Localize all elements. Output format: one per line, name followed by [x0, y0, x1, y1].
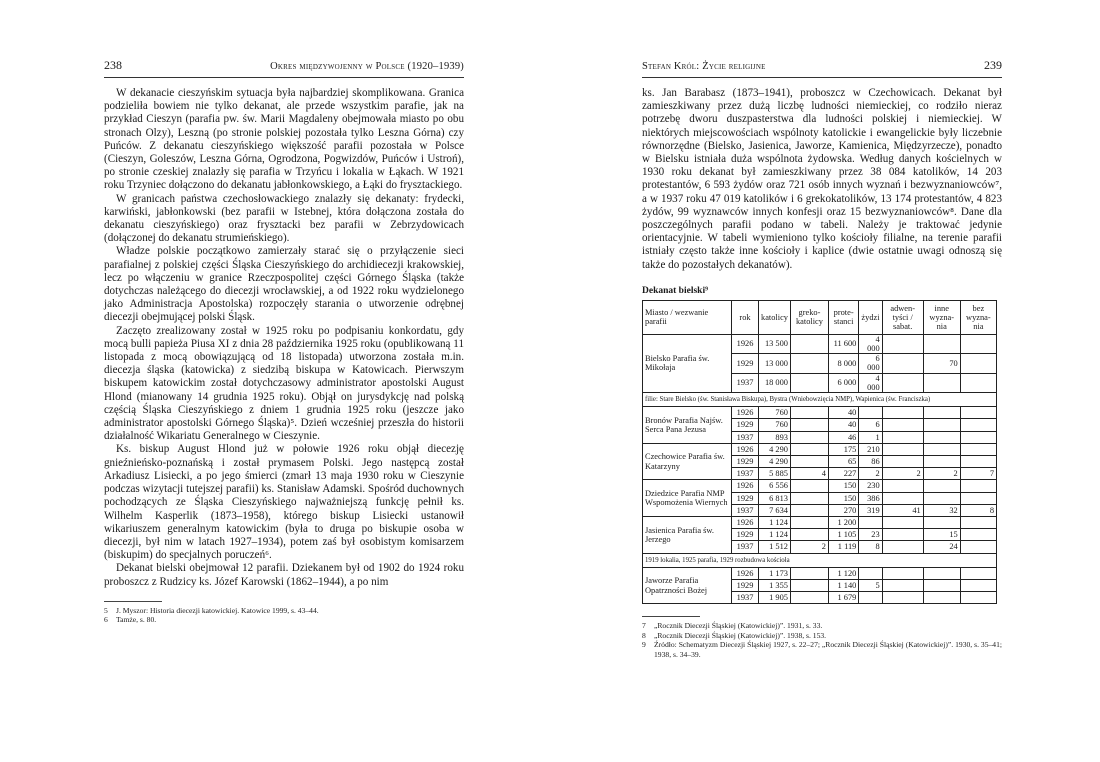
year-cell: 1926: [732, 516, 759, 528]
value-cell: [923, 579, 960, 591]
value-cell: 4 290: [759, 443, 791, 455]
footnote-rule: [104, 601, 162, 602]
value-cell: 15: [923, 529, 960, 541]
value-cell: [882, 456, 923, 468]
footnote-text: „Rocznik Diecezji Śląskiej (Katowickiej)”. 1938, s. 153.: [654, 630, 827, 640]
table-row: [643, 567, 997, 579]
value-cell: 1 355: [759, 579, 791, 591]
value-cell: [923, 419, 960, 431]
value-cell: 2: [790, 541, 828, 553]
value-cell: [960, 354, 996, 373]
value-cell: 1 124: [759, 516, 791, 528]
year-cell: 1926: [732, 567, 759, 579]
paragraph: Dekanat bielski obejmował 12 parafii. Dziekanem był od 1902 do 1924 roku proboszcz z Rudzicy ks. Józef Karowski (1862–1944), a po nim: [104, 562, 464, 588]
value-cell: 150: [828, 492, 858, 504]
value-cell: 7: [960, 468, 996, 480]
footnote-number: 9: [642, 640, 646, 650]
value-cell: [923, 480, 960, 492]
year-cell: 1937: [732, 373, 759, 392]
body-text: [104, 87, 464, 589]
value-cell: [790, 492, 828, 504]
value-cell: 386: [859, 492, 882, 504]
footnote: [642, 631, 1002, 640]
value-cell: 13 000: [759, 354, 791, 373]
footnotes: [104, 606, 464, 625]
value-cell: [960, 541, 996, 553]
value-cell: 760: [759, 407, 791, 419]
value-cell: [882, 354, 923, 373]
value-cell: 230: [859, 480, 882, 492]
value-cell: [790, 431, 828, 443]
value-cell: 41: [882, 504, 923, 516]
running-title: Stefan Król: Życie religijne: [642, 61, 766, 72]
year-cell: 1926: [732, 334, 759, 353]
column-header: Miasto / wezwanie parafii: [643, 300, 732, 334]
value-cell: [882, 541, 923, 553]
value-cell: [790, 480, 828, 492]
value-cell: [960, 592, 996, 604]
parish-cell: Jasienica Parafia św. Jerzego: [643, 516, 732, 553]
left-page: [104, 58, 464, 625]
value-cell: [882, 443, 923, 455]
value-cell: [960, 443, 996, 455]
column-header: bez wyzna-nia: [960, 300, 996, 334]
value-cell: 270: [828, 504, 858, 516]
table-title: Dekanat bielski⁹: [642, 285, 708, 296]
value-cell: 893: [759, 431, 791, 443]
value-cell: 40: [828, 407, 858, 419]
year-cell: 1926: [732, 407, 759, 419]
paragraph: W granicach państwa czechosłowackiego znalazły się dekanaty: frydecki, karwiński, jabłonkowski (bez parafii w Istebnej, która dołączona została do dekanatu cieszyńskiego) oraz frysztacki bez parafii w Zebrzydowicach (dołączonej do dekanatu strumieńskiego).: [104, 192, 464, 245]
value-cell: 11 600: [828, 334, 858, 353]
column-header: rok: [732, 300, 759, 334]
value-cell: 1 124: [759, 529, 791, 541]
value-cell: 6 556: [759, 480, 791, 492]
value-cell: [790, 354, 828, 373]
value-cell: [859, 567, 882, 579]
value-cell: 18 000: [759, 373, 791, 392]
footnote-rule: [642, 616, 700, 617]
value-cell: 23: [859, 529, 882, 541]
footnote: [104, 606, 464, 615]
value-cell: [923, 516, 960, 528]
value-cell: 1 512: [759, 541, 791, 553]
paragraph: Ks. biskup August Hlond już w połowie 1926 roku objął diecezję gnieźnieńsko-poznańską i został prymasem Polski. Jego następcą został Arkadiusz Lisiecki, a po jego śmierci (zmarł 13 maja 1930 roku w Cieszynie podczas wizytacji tutejszej parafii) ks. Stanisław Adamski. Spośród duchownych pochodzących ze Śląska Cieszyńskiego najważniejszą funkcję pełnił ks. Wilhelm Kasperlik (1873–1958), którego biskup Lisiecki ustanowił wikariuszem generalnym katowickim (była to druga po biskupie osoba w diecezji, był nim w latach 1927–1934), potem zaś był osobistym komisarzem (biskupim) do specjalnych poruczeń⁶.: [104, 443, 464, 562]
value-cell: 40: [828, 419, 858, 431]
column-header: żydzi: [859, 300, 882, 334]
value-cell: [859, 407, 882, 419]
value-cell: [923, 567, 960, 579]
table-note-row: [643, 393, 997, 407]
year-cell: 1937: [732, 592, 759, 604]
value-cell: 4 000: [859, 334, 882, 353]
table-note: filie: Stare Bielsko (św. Stanisława Biskupa), Bystra (Wniebowzięcia NMP), Wapienica (św. Franciszka): [643, 393, 997, 407]
value-cell: [882, 407, 923, 419]
footnote: [642, 640, 1002, 659]
value-cell: [882, 516, 923, 528]
column-header: adwen-tyści / sabat.: [882, 300, 923, 334]
value-cell: 1 120: [828, 567, 858, 579]
value-cell: 4: [790, 468, 828, 480]
value-cell: [882, 529, 923, 541]
value-cell: 32: [923, 504, 960, 516]
column-header: greko-katolicy: [790, 300, 828, 334]
value-cell: [790, 407, 828, 419]
parish-cell: Bielsko Parafia św. Mikołaja: [643, 334, 732, 392]
year-cell: 1929: [732, 354, 759, 373]
year-cell: 1929: [732, 419, 759, 431]
table-row: [643, 443, 997, 455]
table-row: [643, 334, 997, 353]
header-rule: [104, 77, 464, 78]
table-body: [643, 334, 997, 603]
value-cell: 6 813: [759, 492, 791, 504]
value-cell: 6: [859, 419, 882, 431]
value-cell: [960, 334, 996, 353]
table-row: [643, 480, 997, 492]
value-cell: 7 634: [759, 504, 791, 516]
column-header: inne wyzna-nia: [923, 300, 960, 334]
parish-cell: Dziedzice Parafia NMP Wspomożenia Wiernych: [643, 480, 732, 517]
value-cell: [859, 516, 882, 528]
value-cell: [859, 592, 882, 604]
deanery-table: [642, 300, 997, 604]
parish-cell: Bronów Parafia Najśw. Serca Pana Jezusa: [643, 407, 732, 444]
value-cell: [960, 456, 996, 468]
value-cell: 2: [882, 468, 923, 480]
value-cell: 8: [960, 504, 996, 516]
value-cell: [882, 492, 923, 504]
paragraph: Władze polskie początkowo zamierzały starać się o przyłączenie sieci parafialnej z polskiej części Śląska Cieszyńskiego do archidiecezji krakowskiej, lecz po włączeniu w granice Rzeczpospolitej części Górnego Śląska (także dotychczas należącego do diecezji wrocławskiej, a od 1922 roku wydzielonego jako Administracja Apostolska) rozpoczęły starania o utworzenie odrębnej diecezji obejmującej polski Śląsk.: [104, 245, 464, 324]
value-cell: [960, 407, 996, 419]
value-cell: 4 290: [759, 456, 791, 468]
value-cell: [790, 529, 828, 541]
value-cell: [882, 592, 923, 604]
value-cell: [790, 456, 828, 468]
value-cell: 4 000: [859, 373, 882, 392]
value-cell: [790, 334, 828, 353]
footnote-number: 6: [104, 615, 108, 625]
running-header: [642, 58, 1002, 74]
value-cell: 5 885: [759, 468, 791, 480]
value-cell: 1 905: [759, 592, 791, 604]
value-cell: [790, 592, 828, 604]
value-cell: [790, 567, 828, 579]
year-cell: 1937: [732, 541, 759, 553]
footnote-text: Źródło: Schematyzm Diecezji Śląskiej 1927, s. 22–27; „Rocznik Diecezji Śląskiej (Katowickiej)”. 1930, s. 35–41; 1938, s. 34–39.: [654, 640, 1002, 659]
value-cell: [923, 407, 960, 419]
year-cell: 1937: [732, 431, 759, 443]
footnote-number: 8: [642, 630, 646, 640]
column-header: prote-stanci: [828, 300, 858, 334]
value-cell: 1: [859, 431, 882, 443]
year-cell: 1926: [732, 443, 759, 455]
value-cell: 70: [923, 354, 960, 373]
value-cell: 24: [923, 541, 960, 553]
page-number: 239: [984, 58, 1002, 72]
value-cell: [882, 419, 923, 431]
year-cell: 1929: [732, 492, 759, 504]
value-cell: 5: [859, 579, 882, 591]
paragraph: W dekanacie cieszyńskim sytuacja była najbardziej skomplikowana. Granica podzieliła bowiem nie tylko dekanat, ale przede wszystkim parafie, jak na przykład Cieszyn (parafia pw. św. Marii Magdaleny obejmowała miasto po obu stronach Olzy), Leszną (po stronie polskiej pozostała tylko Leszna Górna) czy Puńców. Z dekanatu cieszyńskiego większość parafii pozostała w Polsce (Cieszyn, Goleszów, Leszna Górna, Ogrodzona, Pogwizdów, Puńców i Ustroń), po stronie czeskiej znalazły się parafia w Trzyńcu i lokalia w Łąkach. W 1921 roku Trzyniec dołączono do dekanatu jabłonkowskiego, a Łąki do frysztackiego.: [104, 87, 464, 192]
value-cell: 319: [859, 504, 882, 516]
year-cell: 1926: [732, 480, 759, 492]
value-cell: [960, 492, 996, 504]
value-cell: 227: [828, 468, 858, 480]
value-cell: 2: [859, 468, 882, 480]
value-cell: [923, 592, 960, 604]
value-cell: [923, 373, 960, 392]
value-cell: 1 173: [759, 567, 791, 579]
value-cell: 1 679: [828, 592, 858, 604]
footnotes: [642, 621, 1002, 659]
value-cell: [960, 373, 996, 392]
value-cell: [923, 431, 960, 443]
value-cell: 6 000: [828, 373, 858, 392]
value-cell: 175: [828, 443, 858, 455]
running-header: [104, 58, 464, 74]
value-cell: 6 000: [859, 354, 882, 373]
value-cell: [790, 443, 828, 455]
value-cell: [882, 334, 923, 353]
value-cell: [960, 567, 996, 579]
table-row: [643, 407, 997, 419]
right-page: [642, 58, 1002, 659]
value-cell: 1 140: [828, 579, 858, 591]
value-cell: 210: [859, 443, 882, 455]
footnote-text: „Rocznik Diecezji Śląskiej (Katowickiej)”. 1931, s. 33.: [654, 621, 823, 631]
table-header-row: [643, 300, 997, 334]
value-cell: [960, 419, 996, 431]
table-row: [643, 516, 997, 528]
value-cell: [960, 431, 996, 443]
table-note: 1919 lokalia, 1925 parafia, 1929 rozbudowa kościoła: [643, 553, 997, 567]
value-cell: 1 105: [828, 529, 858, 541]
value-cell: [790, 579, 828, 591]
value-cell: 2: [923, 468, 960, 480]
value-cell: [960, 579, 996, 591]
running-title: Okres międzywojenny w Polsce (1920–1939): [270, 61, 464, 72]
value-cell: [790, 504, 828, 516]
value-cell: [790, 373, 828, 392]
value-cell: 13 500: [759, 334, 791, 353]
value-cell: [882, 480, 923, 492]
footnote-text: Tamże, s. 80.: [116, 615, 157, 625]
value-cell: [923, 456, 960, 468]
value-cell: [790, 516, 828, 528]
paragraph: ks. Jan Barabasz (1873–1941), proboszcz w Czechowicach. Dekanat był zamieszkiwany przez dużą liczbę ludności niemieckiej, co rodziło nieraz potrzebę dworu duszpasterstwa dla ludności polskiej i niemieckiej. W niektórych miejscowościach wspólnoty katolickie i ewangelickie były liczebnie równorzędne (Bielsko, Jasienica, Jaworze, Kamienica, Międzyrzecze), ponadto w Bielsku istniała duża wspólnota żydowska. Według danych kościelnych w 1930 roku dekanat był zamieszkiwany przez 38 084 katolików, 14 203 protestantów, 6 593 żydów oraz 721 osób innych wyznań i bezwyznaniowców⁷, a w 1937 roku 47 019 katolików i 6 grekokatolików, 13 174 protestantów, 4 823 żydów, 99 wyznawców innych konfesji oraz 15 bezwyznaniowców⁸. Dane dla poszczególnych parafii podano w tabeli. Należy je traktować jedynie orientacyjnie. W tabeli wymieniono tylko kościoły filialne, na terenie parafii istniały często także inne kościoły i kaplice (dwie ostatnie uwagi odnoszą się także do pozostałych dekanatów).: [642, 87, 1002, 271]
value-cell: 1 119: [828, 541, 858, 553]
year-cell: 1929: [732, 579, 759, 591]
value-cell: [882, 579, 923, 591]
value-cell: 1 200: [828, 516, 858, 528]
footnote: [104, 615, 464, 624]
year-cell: 1929: [732, 529, 759, 541]
year-cell: 1929: [732, 456, 759, 468]
table-note-row: [643, 553, 997, 567]
value-cell: 86: [859, 456, 882, 468]
value-cell: 760: [759, 419, 791, 431]
body-text: [642, 87, 1002, 272]
value-cell: [790, 419, 828, 431]
value-cell: [882, 373, 923, 392]
footnote: [642, 621, 1002, 630]
year-cell: 1937: [732, 468, 759, 480]
value-cell: [960, 516, 996, 528]
value-cell: 8: [859, 541, 882, 553]
column-header: katolicy: [759, 300, 791, 334]
paragraph: Zaczęto zrealizowany został w 1925 roku po podpisaniu konkordatu, gdy mocą bulli papieża Piusa XI z dnia 28 października 1925 roku (opublikowaną 11 listopada z mocą obowiązującą od 18 listopada) utworzona została m.in. diecezja śląska (katowicka) z siedzibą biskupa w Katowicach. Pierwszym biskupem katowickim został dotychczasowy administrator apostolski August Hlond (mianowany 14 grudnia 1925 roku). Objął on jurysdykcję nad polską częścią Śląska Cieszyńskiego z dniem 1 grudnia 1925 roku (jeszcze jako administrator apostolski Górnego Śląska)⁵. Dzień wcześniej przeszła do historii działalność Wikariatu Generalnego w Cieszynie.: [104, 324, 464, 443]
footnote-number: 5: [104, 605, 108, 615]
value-cell: 46: [828, 431, 858, 443]
value-cell: 8 000: [828, 354, 858, 373]
value-cell: [923, 334, 960, 353]
value-cell: [923, 492, 960, 504]
value-cell: [882, 431, 923, 443]
parish-cell: Jaworze Parafia Opatrzności Bożej: [643, 567, 732, 604]
value-cell: 65: [828, 456, 858, 468]
year-cell: 1937: [732, 504, 759, 516]
value-cell: [923, 443, 960, 455]
value-cell: [960, 529, 996, 541]
header-rule: [642, 77, 1002, 78]
page-number: 238: [104, 58, 122, 72]
value-cell: 150: [828, 480, 858, 492]
value-cell: [960, 480, 996, 492]
footnote-number: 7: [642, 621, 646, 631]
parish-cell: Czechowice Parafia św. Katarzyny: [643, 443, 732, 480]
value-cell: [882, 567, 923, 579]
footnote-text: J. Myszor: Historia diecezji katowickiej. Katowice 1999, s. 43–44.: [116, 605, 319, 615]
